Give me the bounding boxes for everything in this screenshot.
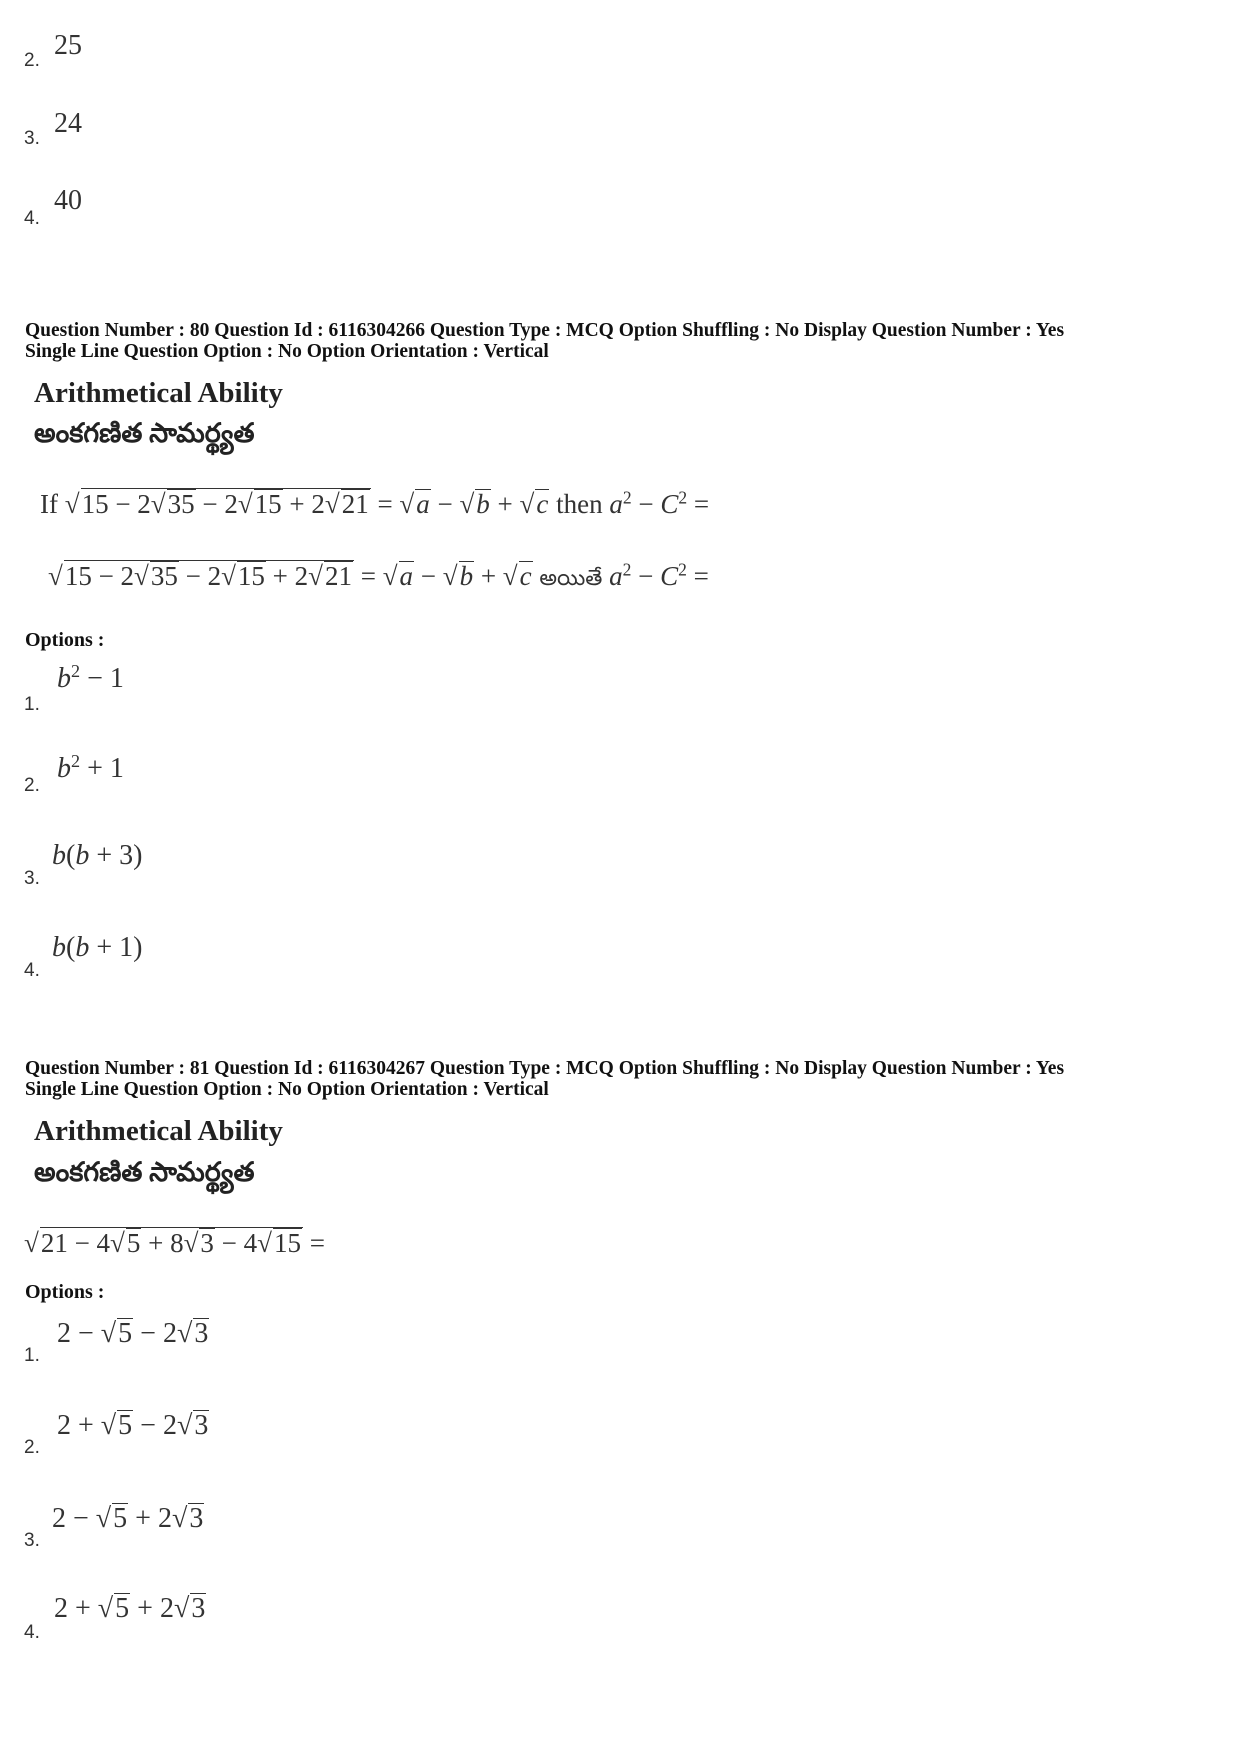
option-2-expression: 2 + √5 − 2√3 — [57, 1410, 209, 1441]
subject-title: Arithmetical Ability — [34, 1115, 283, 1147]
option-number: 3. — [24, 1530, 40, 1551]
question-meta-line-2: Single Line Question Option : No Option Orientation : Vertical — [25, 341, 549, 362]
option-4-expression: b(b + 1) — [52, 932, 143, 963]
question-meta-line-2: Single Line Question Option : No Option Orientation : Vertical — [25, 1079, 549, 1100]
option-3-expression: 2 − √5 + 2√3 — [52, 1503, 204, 1534]
question-telugu-word: అయితే — [539, 565, 603, 590]
option-number: 3. — [24, 128, 40, 149]
question-expression: √21 − 4√5 + 8√3 − 4√15 = — [24, 1228, 325, 1258]
option-number: 2. — [24, 1437, 40, 1458]
options-label: Options : — [25, 1281, 105, 1303]
option-1-expression: 2 − √5 − 2√3 — [57, 1318, 209, 1349]
option-1-expression: $b^2 - 1$ — [57, 661, 124, 694]
option-value: 40 — [54, 185, 82, 216]
question-expression-telugu: √15 − 2√35 − 2√15 + 2√21 = √a − √b + √c అయితే $a^2 - C^2$ = — [48, 559, 709, 591]
option-value: 24 — [54, 108, 82, 139]
option-number: 4. — [24, 1622, 40, 1643]
option-value: 25 — [54, 30, 82, 61]
subject-title-telugu: అంకగణిత సామర్థ్యత — [34, 1157, 255, 1187]
option-number: 3. — [24, 868, 40, 889]
option-number: 2. — [24, 775, 40, 796]
option-2-expression: $b^2 + 1$ — [57, 751, 124, 784]
option-number: 4. — [24, 960, 40, 981]
option-number: 2. — [24, 50, 40, 71]
option-number: 1. — [24, 1345, 40, 1366]
question-meta-line-1: Question Number : 81 Question Id : 6116304267 Question Type : MCQ Option Shuffling : No Display Question Number : Yes — [25, 1058, 1065, 1079]
question-if-word: If — [40, 489, 58, 519]
option-3-expression: b(b + 3) — [52, 840, 143, 871]
subject-title: Arithmetical Ability — [34, 377, 283, 409]
option-number: 4. — [24, 208, 40, 229]
question-meta-line-1: Question Number : 80 Question Id : 6116304266 Question Type : MCQ Option Shuffling : No Display Question Number : Yes — [25, 320, 1065, 341]
question-expression-english: If √15 − 2√35 − 2√15 + 2√21 = √a − √b + √c then $a^2 - C^2$ = — [40, 487, 710, 519]
option-4-expression: 2 + √5 + 2√3 — [54, 1593, 206, 1624]
subject-title-telugu: అంకగణిత సామర్థ్యత — [34, 418, 255, 448]
options-label: Options : — [25, 629, 105, 651]
option-number: 1. — [24, 694, 40, 715]
question-then-word: then — [556, 489, 603, 519]
